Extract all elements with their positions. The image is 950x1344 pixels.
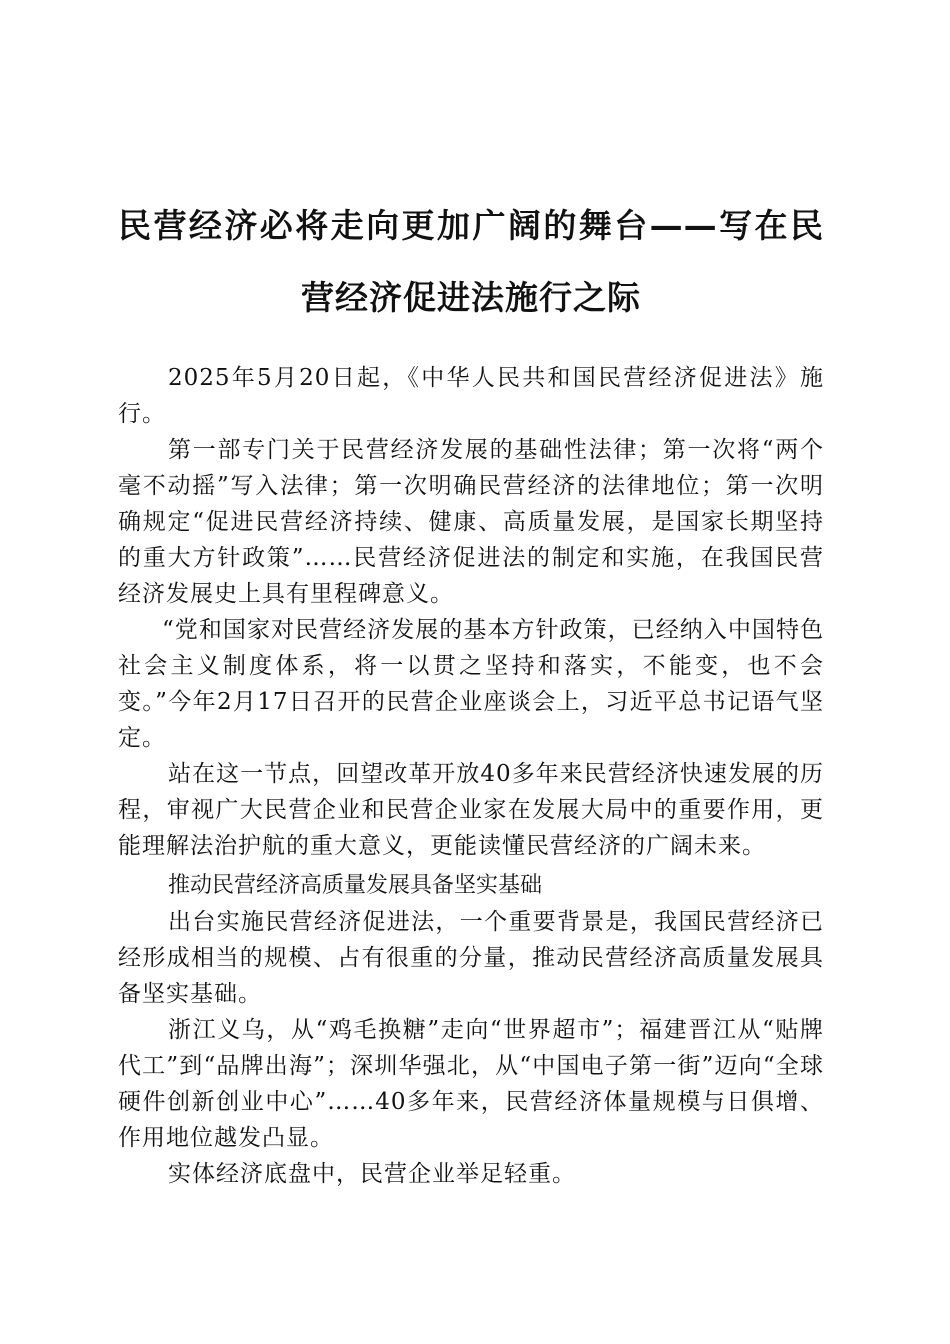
paragraph-background: 出台实施民营经济促进法，一个重要背景是，我国民营经济已经形成相当的规模、占有很重的分量，推动民营经济高质量发展具备坚实基础。 <box>118 909 824 1007</box>
document-title: 民营经济必将走向更加广阔的舞台——写在民营经济促进法施行之际 <box>118 206 824 317</box>
paragraph-milestones: 第一部专门关于民营经济发展的基础性法律；第一次将“两个毫不动摇”写入法律；第一次明确民营经济的法律地位；第一次明确规定“促进民营经济持续、健康、高质量发展，是国家长期坚持的重大方针政策”……民营经济促进法的制定和实施，在我国民营经济发展史上具有里程碑意义。 <box>118 437 824 607</box>
paragraph-quote: “党和国家对民营经济发展的基本方针政策，已经纳入中国特色社会主义制度体系，将一以贯之坚持和落实，不能变，也不会变。”今年2月17日召开的民营企业座谈会上，习近平总书记语气坚定。 <box>118 617 824 751</box>
section-heading: 推动民营经济高质量发展具备坚实基础 <box>168 873 543 898</box>
paragraph-retrospect: 站在这一节点，回望改革开放40多年来民营经济快速发展的历程，审视广大民营企业和民营企业家在发展大局中的重要作用，更能理解法治护航的重大意义，更能读懂民营经济的广阔未来。 <box>118 761 824 859</box>
paragraph-intro: 2025年5月20日起，《中华人民共和国民营经济促进法》施行。 <box>118 365 824 427</box>
paragraph-real-economy: 实体经济底盘中，民营企业举足轻重。 <box>168 1161 576 1187</box>
paragraph-examples: 浙江义乌，从“鸡毛换糖”走向“世界超市”；福建晋江从“贴牌代工”到“品牌出海”；深圳华强北，从“中国电子第一街”迈向“全球硬件创新创业中心”……40多年来，民营经济体量规模与日俱增、作用地位越发凸显。 <box>118 1017 824 1151</box>
document-page <box>118 190 824 1192</box>
